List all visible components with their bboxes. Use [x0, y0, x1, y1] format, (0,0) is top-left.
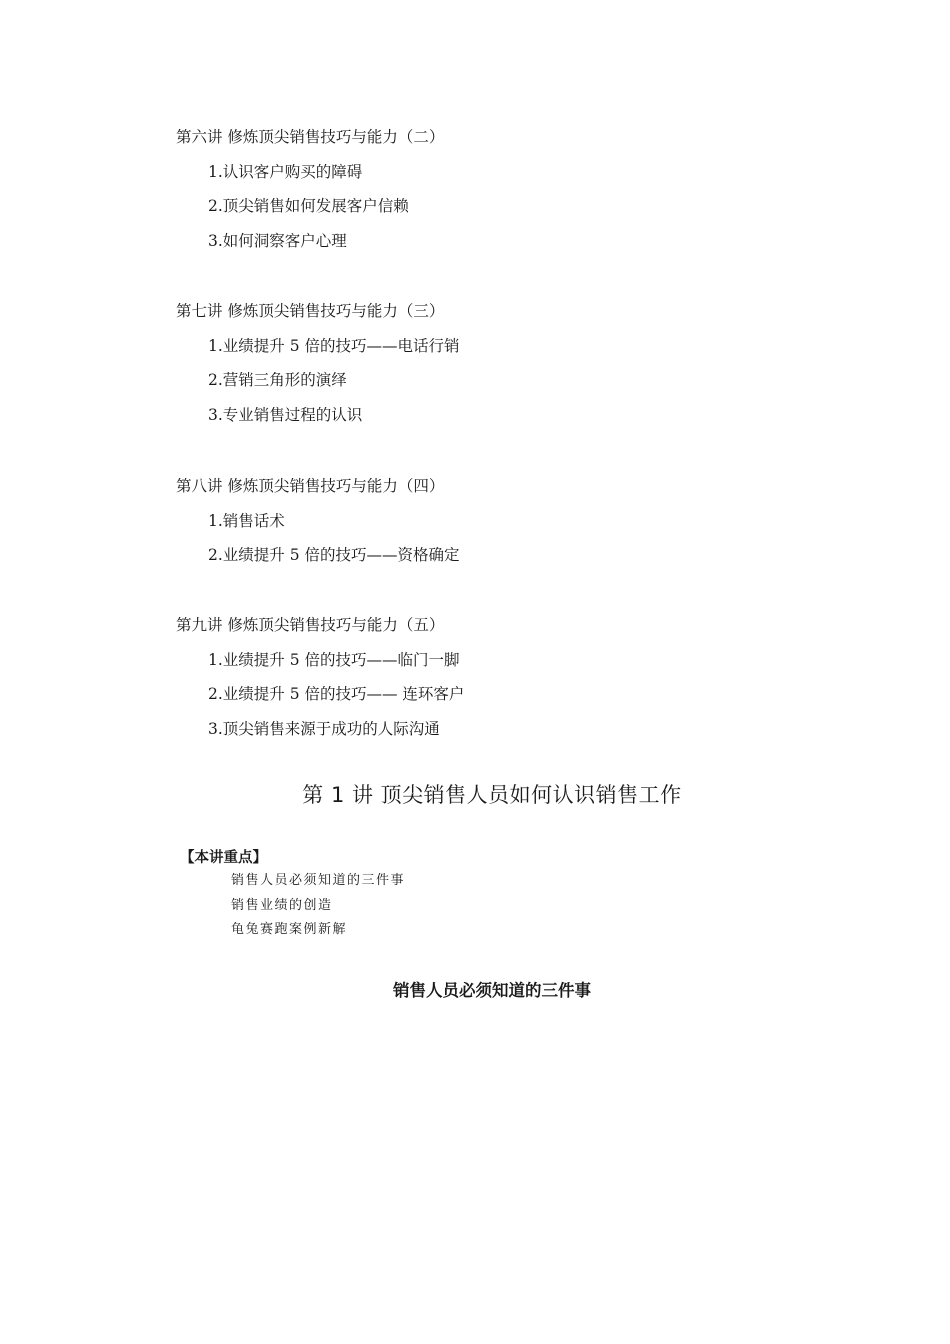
lecture-item: 1.业绩提升 5 倍的技巧——电话行销: [208, 336, 460, 355]
lecture-title: 第六讲 修炼顶尖销售技巧与能力（二）: [176, 128, 445, 146]
lecture-title: 第八讲 修炼顶尖销售技巧与能力（四）: [176, 477, 445, 495]
lecture-7: [176, 300, 776, 426]
lecture-item: 2.营销三角形的演绎: [208, 371, 347, 390]
lecture-6: [176, 126, 776, 252]
key-points-list: [180, 872, 680, 938]
key-point-item: 龟兔赛跑案例新解: [231, 922, 348, 937]
key-points-label: 【本讲重点】: [180, 850, 267, 866]
lecture-item-list: [176, 161, 776, 252]
lecture-title: 第七讲 修炼顶尖销售技巧与能力（三）: [176, 302, 445, 320]
section-title: 销售人员必须知道的三件事: [393, 981, 591, 1000]
key-point-item: 销售人员必须知道的三件事: [231, 873, 406, 888]
lecture-item-list: [176, 510, 776, 567]
chapter-title: 第 1 讲 顶尖销售人员如何认识销售工作: [302, 783, 682, 807]
key-points: [180, 848, 680, 946]
lecture-9: [176, 614, 776, 740]
lecture-item-list: [176, 649, 776, 740]
lecture-item: 2.顶尖销售如何发展客户信赖: [208, 197, 409, 216]
lecture-item: 1.销售话术: [208, 511, 285, 530]
lecture-item: 1.业绩提升 5 倍的技巧——临门一脚: [208, 650, 460, 669]
lecture-item: 2.业绩提升 5 倍的技巧—— 连环客户: [208, 685, 465, 704]
lecture-item: 3.顶尖销售来源于成功的人际沟通: [208, 720, 440, 739]
lecture-item: 1.认识客户购买的障碍: [208, 162, 363, 181]
lecture-item: 3.如何洞察客户心理: [208, 232, 347, 251]
lecture-item: 2.业绩提升 5 倍的技巧——资格确定: [208, 546, 460, 565]
key-point-item: 销售业绩的创造: [231, 897, 333, 913]
lecture-item: 3.专业销售过程的认识: [208, 406, 363, 425]
lecture-8: [176, 475, 776, 566]
lecture-title: 第九讲 修炼顶尖销售技巧与能力（五）: [176, 616, 445, 634]
lecture-item-list: [176, 335, 776, 426]
